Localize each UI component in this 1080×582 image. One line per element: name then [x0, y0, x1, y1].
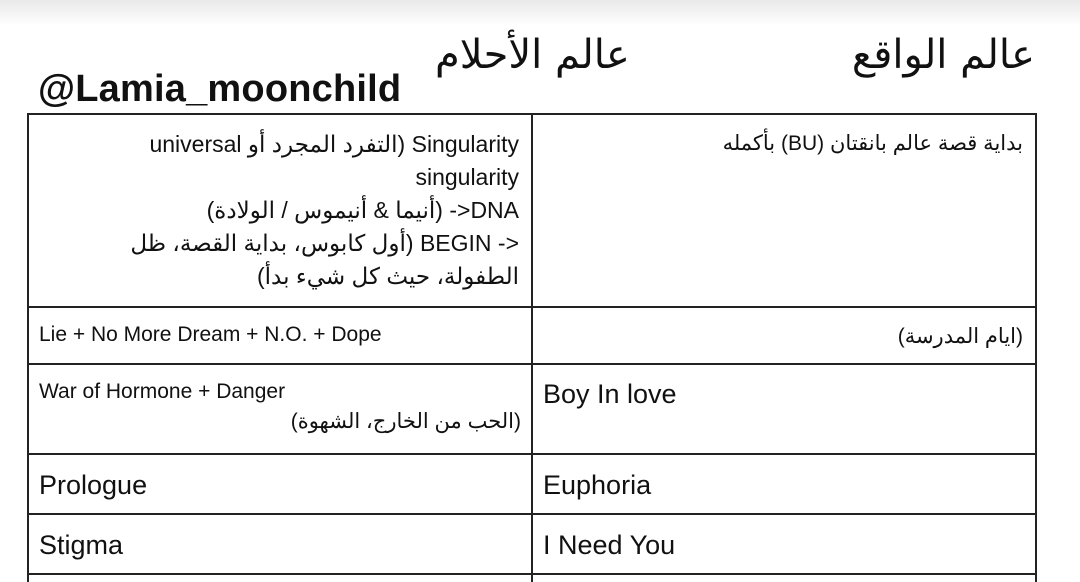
header-dream-world: عالم الأحلام — [435, 32, 630, 78]
table-cell-dream — [28, 574, 532, 582]
cell-text: Boy In love — [543, 379, 677, 409]
header-reality-world: عالم الواقع — [851, 32, 1035, 78]
cell-line: <- BEGIN (أول كابوس، بداية القصة، ظل — [130, 230, 519, 256]
table-cell-reality — [532, 307, 1036, 364]
cell-line: (الحب من الخارج، الشهوة) — [290, 410, 521, 433]
table-cell-dream — [28, 514, 532, 574]
top-shadow — [0, 0, 1080, 26]
cell-text: بداية قصة عالم بانقتان (BU) بأكمله — [722, 132, 1023, 155]
cell-text: Prologue — [39, 470, 148, 500]
cell-text: (ايام المدرسة) — [897, 325, 1023, 348]
table-cell-reality — [532, 364, 1036, 454]
table-cell-dream — [28, 307, 532, 364]
comparison-table — [27, 113, 1037, 582]
table-cell-reality — [532, 514, 1036, 574]
cell-line: War of Hormone + Danger — [39, 380, 286, 403]
column-headers — [435, 32, 1035, 78]
table-row — [28, 574, 1036, 582]
cell-line: Singularity (التفرد المجرد أو universal — [149, 131, 519, 157]
cell-text: Euphoria — [543, 470, 652, 500]
table-row — [28, 454, 1036, 514]
table-cell-dream — [28, 114, 532, 307]
table-cell-dream — [28, 454, 532, 514]
table-cell-reality — [532, 114, 1036, 307]
table-row — [28, 514, 1036, 574]
cell-line: الطفولة، حيث كل شيء بدأ) — [257, 263, 519, 289]
cell-line: DNA<- (أنيما & أنيموس / الولادة) — [206, 197, 519, 223]
table-row — [28, 114, 1036, 307]
table-cell-dream — [28, 364, 532, 454]
cell-text: Lie + No More Dream + N.O. + Dope — [39, 323, 382, 346]
table-row — [28, 307, 1036, 364]
author-handle: @Lamia_moonchild — [38, 68, 402, 110]
table-cell-reality — [532, 454, 1036, 514]
cell-text: Stigma — [39, 530, 124, 560]
table-cell-reality — [532, 574, 1036, 582]
cell-line: singularity — [415, 164, 519, 190]
table-row — [28, 364, 1036, 454]
cell-text: I Need You — [543, 530, 676, 560]
